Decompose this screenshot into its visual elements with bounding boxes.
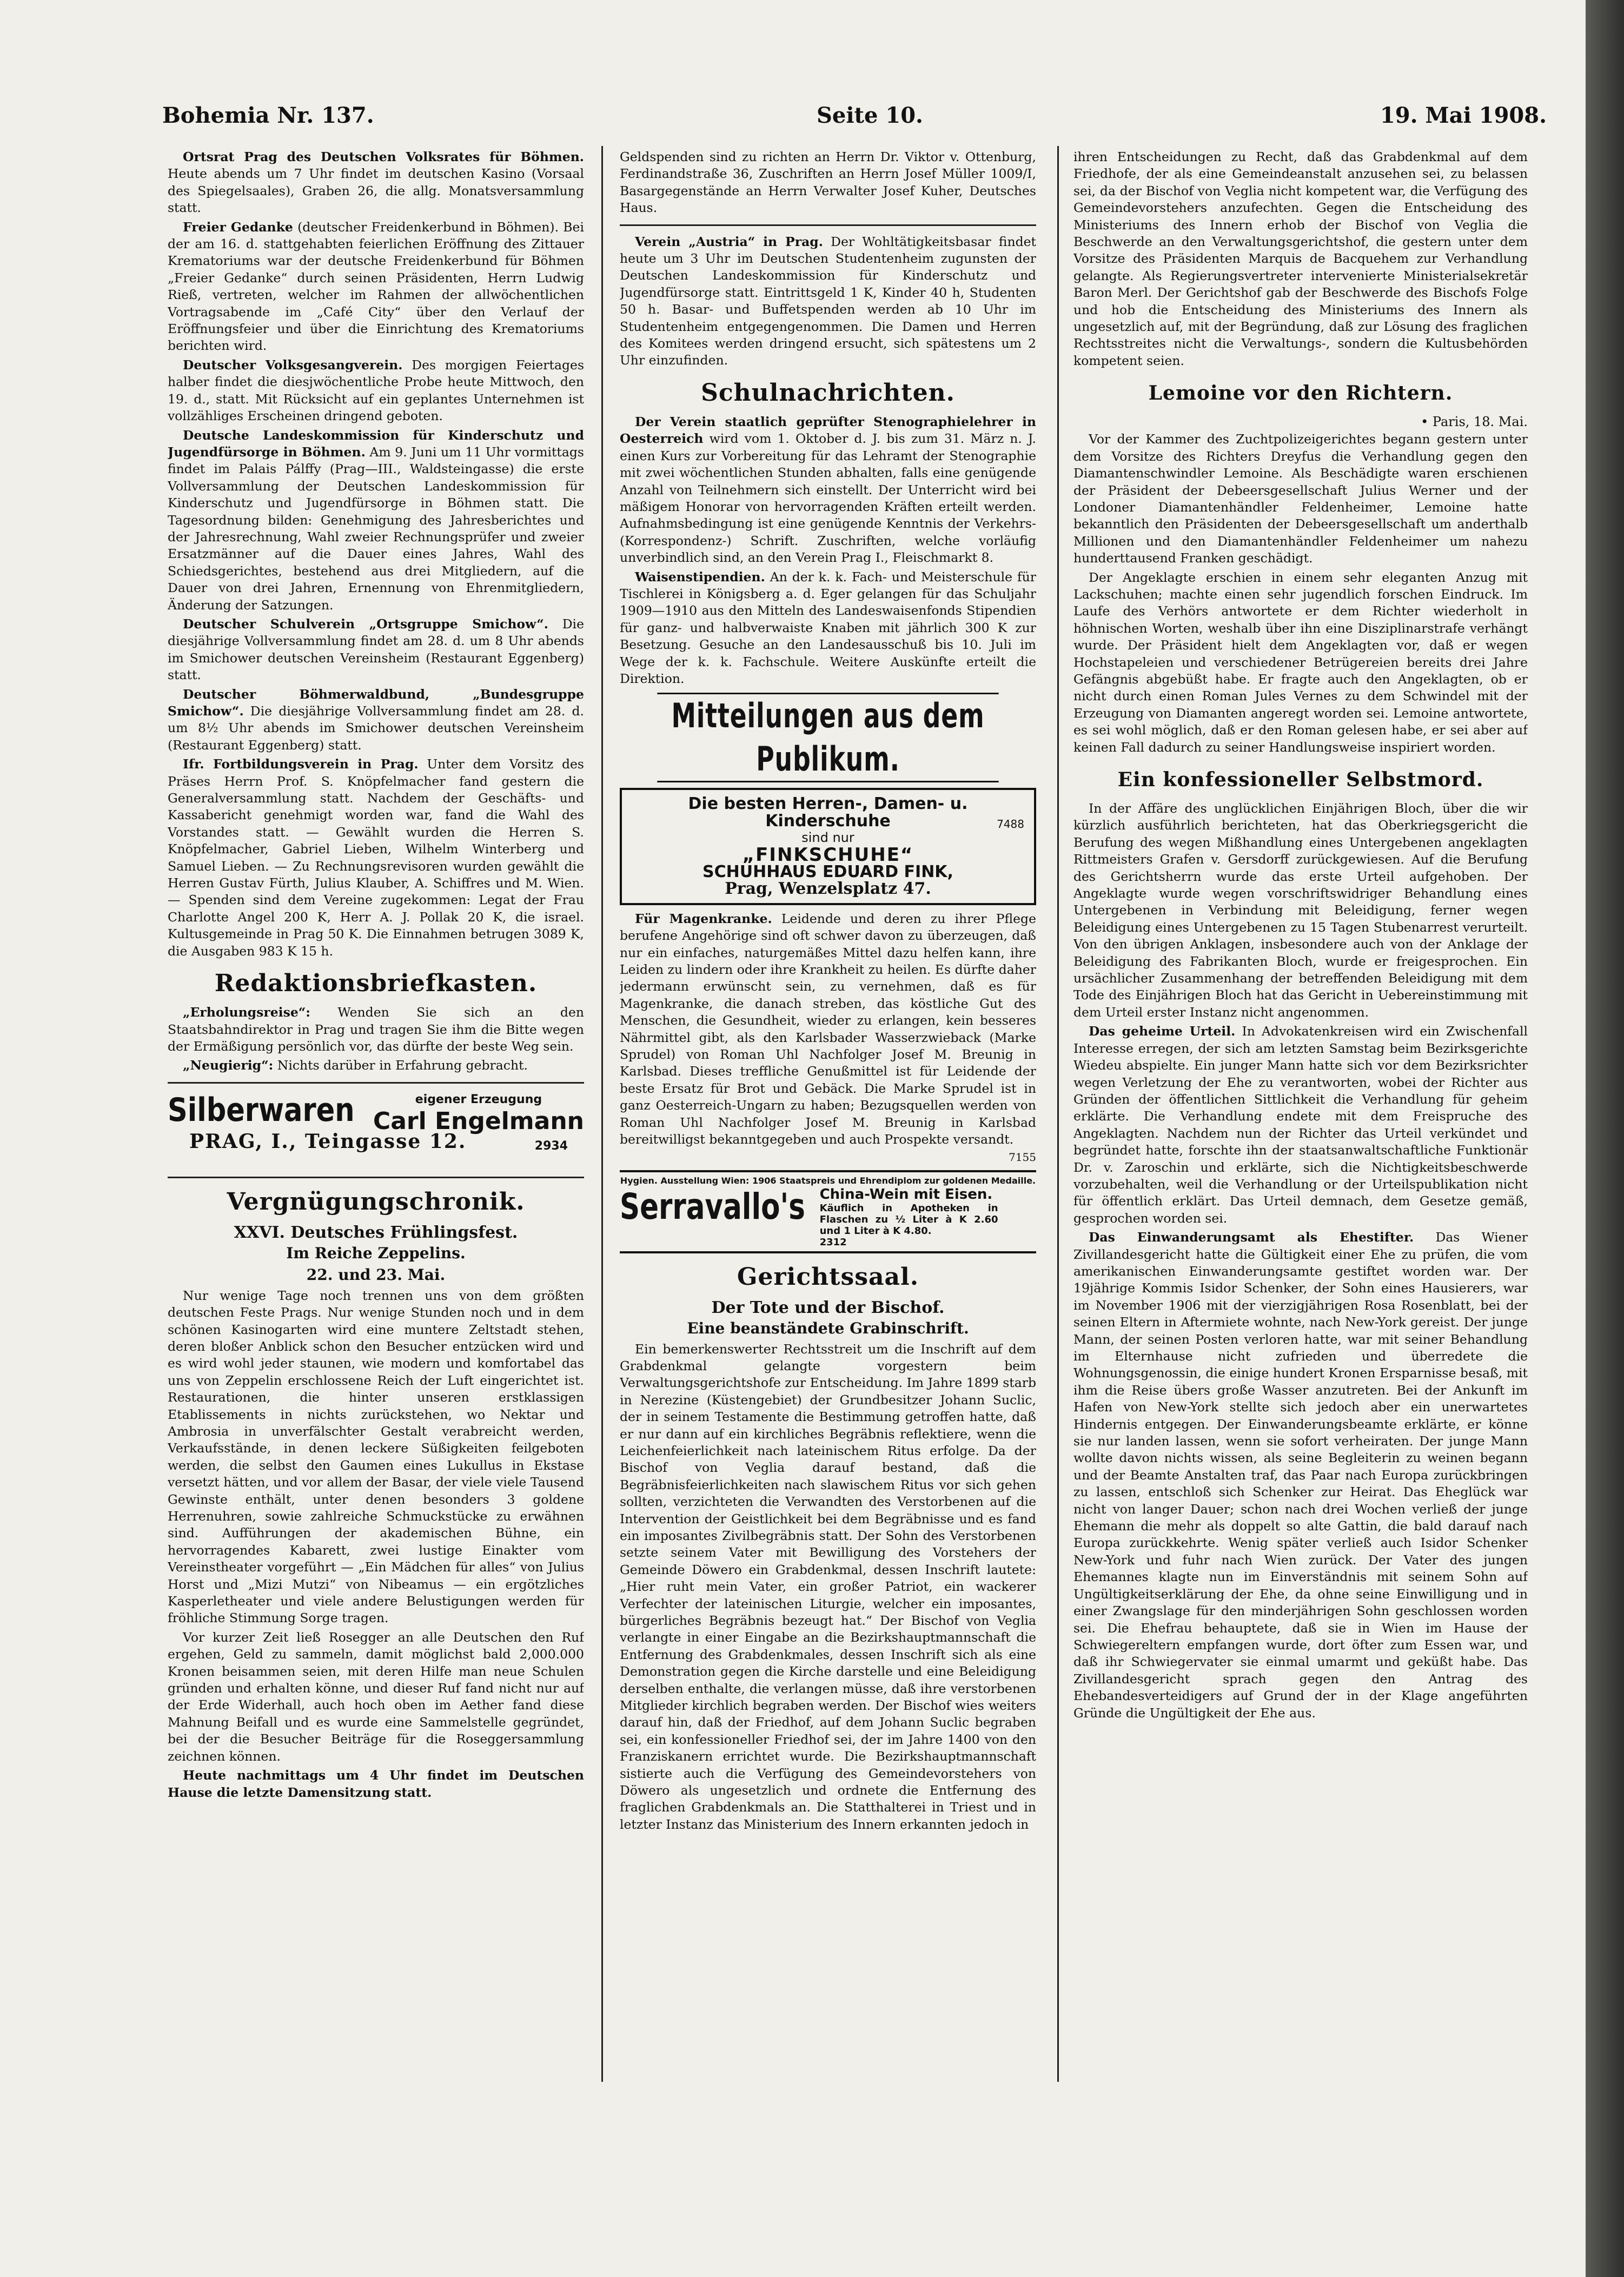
article-freier-gedanke: Freier Gedanke (deutscher Freidenkerbund in Böhmen). Bei der am 16. d. stattgehabten feierlichen Eröffnung des Zittauer Krematoriums war der deutsche Freidenkerbund für Böhmen „Freier Gedanke“ durch seinen Präsidenten, Herrn Ludwig Rieß, vertreten, welcher im Rahmen der allwöchentlichen Vortragsabende im „Café City“ über den Verlauf der Eröffnungsfeier und über die Einrichtung des Krematoriums berichten wird. [168,219,584,354]
article-ortsrat: Ortsrat Prag des Deutschen Volksrates für Böhmen. Heute abends um 7 Uhr findet im deutschen Kasino (Vorsaal des Spiegelsaales), Graben 26, die allg. Monatsversammlung statt. [168,149,584,216]
ad-silver-sub: eigener Erzeugung [415,1092,542,1106]
article-paragraph: Ein bemerkenswerter Rechtsstreit um die Inschrift auf dem Grabdenkmal gelangte vorgestern beim Verwaltungsgerichtshofe zur Entscheidung. Im Jahre 1899 starb in Nerezine (Küstengebiet) der Grundbesitzer Johann Suclic, der in seinem Testamente die Bestimmung getroffen hatte, daß er nur dann auf ein kirchliches Begräbnis reflektiere, wenn die Leichenfeierlichkeit nach lateinischem Ritus erfolge. Da der Bischof von Veglia darauf bestand, daß die Begräbnisfeierlichkeiten nach slawischem Ritus vor sich gehen sollten, verzichteten die Verwandten des Verstorbenen auf die Intervention der Geistlichkeit bei dem Begräbnisse und es fand ein imposantes Zivilbegräbnis statt. Der Sohn des Verstorbenen setzte seinem Vater mit Bewilligung des Vorstehers der Gemeinde Döwero ein Grabdenkmal, dessen Inschrift lautete: „Hier ruht mein Vater, ein großer Patriot, ein wackerer Verfechter der lateinischen Liturgie, welcher ein imposantes, bürgerliches Begräbnis bezeugt hat.“ Der Bischof von Veglia verlangte in einer Eingabe an die Bezirkshauptmannschaft die Entfernung des Grabdenkmales, dessen Inschrift sich als eine Demonstration gegen die Kirche darstelle und eine Beleidigung derselben enthalte, die verlangen müsse, daß ihre verstorbenen Mitglieder kirchlich begraben werden. Der Bischof wies weiters darauf hin, daß der Friedhof, auf dem Johann Suclic begraben sei, ein konfessioneller Friedhof sei, der im Jahre 1400 von den Franziskanern errichtet wurde. Die Bezirkshauptmannschaft sistierte auch die Verfügung des Gemeindevorstehers von Döwero als ungesetzlich und ordnete die Entfernung des fraglichen Grabdenkmals an. Die Statthalterei in Triest und in letzter Instanz das Ministerium des Innern erkannten jedoch in [620,1341,1036,1832]
dateline: • Paris, 18. Mai. [1421,414,1528,430]
page-edge-shadow [1586,0,1624,2277]
article-date: 22. und 23. Mai. [306,1265,446,1284]
ad-silver-title: Silberwaren [168,1091,355,1129]
column-1 [168,149,584,2095]
ad-serr-side [820,1186,998,1248]
ad-fink-address: Prag, Wenzelsplatz 47. [725,879,931,899]
page-header [162,103,1547,135]
ad-silver-name: Carl Engelmann [373,1107,584,1136]
ad-silver-maker [373,1091,584,1135]
article-volksgesangverein: Deutscher Volksgesangverein. Des morgigen Feiertages halber findet die diesjwöchentliche Probe heute Mittwoch, den 19. d., statt. Mit Rücksicht auf ein geplantes Unternehmen ist vollzähliges Erscheinen dringend geboten. [168,357,584,424]
article-boehmerwaldbund: Deutscher Böhmerwaldbund, „Bundesgruppe Smichow“. Die diesjährige Vollversammlung findet am 28. d. um 8½ Uhr abends im Smichower deutschen Vereinsheim (Restaurant Eggenberg) statt. [168,686,584,753]
letterbox-item: „Neugierig“: Nichts darüber in Erfahrung gebracht. [183,1058,528,1073]
article-geheime-urteil: Das geheime Urteil. In Advokatenkreisen wird ein Zwischenfall Interesse erregen, der sich am letzten Samstag beim Bezirksgerichte Wiedeu abspielte. Ein junger Mann hatte sich vor dem Bezirksrichter wegen Verletzung der Ehe zu verantworten, wobei der Richter aus Gründen der öffentlichen Sittlichkeit die Verhandlung für geheim erklärte. Die Verhandlung endete mit dem Freispruche des Angeklagten. Nachdem nun der Richter das Urteil verkündet und begründet hatte, forschte ihn der staatsanwaltschaftliche Funktionär Dr. v. Zaroschin und erklärte, sich die Nichtigkeitsbeschwerde vorzubehalten, weil die Verhandlung or der Urteilspublikation nicht für öffentlich erklärt. Das Urteil demnach, dem Gesetze gemäß, gesprochen worden sei. [1073,1024,1528,1226]
article-landeskommission: Deutsche Landeskommission für Kinderschutz und Jugendfürsorge in Böhmen. Am 9. Juni um 11 Uhr vormittags findet im Palais Pálffy (Prag—III., Waldsteingasse) die erste Vollversammlung der Deutschen Landeskommission für Kinderschutz und Jugendfürsorge in Böhmen statt. Die Tagesordnung bilden: Genehmigung des Jahresberichtes und der Jahresrechnung, Wahl zweier Rechnungsprüfer und zweier Ersatzmänner auf die Dauer eines Jahres, Wahl des Schiedsgerichtes, bestehend aus drei Mitgliedern, auf die Dauer von drei Jahren, Ernennung von Ehrenmitgliedern, Änderung der Satzungen. [168,427,584,613]
column-rule-1 [601,146,603,2082]
ad-number: 7155 [1009,1150,1036,1164]
ad-serr-product: China-Wein mit Eisen. [819,1186,993,1203]
header-issue: Bohemia Nr. 137. [162,103,374,128]
ad-serr-body [620,1186,1036,1248]
article-stenographie: Der Verein staatlich geprüfter Stenographielehrer in Oesterreich wird vom 1. Oktober d. J. bis zum 31. März n. J. einen Kurs zur Vorbereitung für das Lehramt der Stenographie mit zwei wöchentlichen Stunden abhalten, falls eine genügende Anzahl von Teilnehmern sich einstellt. Der Unterricht wird bei mäßigem Honorar von hervorragenden Kräften erteilt werden. Aufnahmsbedingung ist eine genügende Kenntnis der Verkehrs- (Korrespondenz-) Schrift. Zuschriften, welche vorläufig unverbindlich sind, an den Verein Prag I., Fleischmarkt 8. [620,414,1036,566]
section-heading-schul: Schulnachrichten. [701,379,955,407]
ad-fink-line2: sind nur [801,830,854,846]
article-subheading: Eine beanständete Grabinschrift. [687,1319,969,1337]
section-heading-publikum: Mitteilungen aus dem Publikum. [657,693,998,782]
article-paragraph: Vor der Kammer des Zuchtpolizeigerichtes begann gestern unter dem Vorsitze des Richters Dreyfus die Verhandlung gegen den Diamantenschwindler Lemoine. Als Beschädigte waren erschienen der Präsident der Debeersgesellschaft Julius Werner und der Londoner Diamantenhändler Feldenheimer, Lemoine hatte bekanntlich den Präsidenten der Debeersgesellschaft um anderthalb Millionen und den Diamantenhändler Feldenheimer um nahezu hunderttausend Franken geschädigt. [1073,431,1528,566]
ad-serr-price: Käuflich in Apotheken in Flaschen zu ½ Liter à K 2.60 und 1 Liter à K 4.80. [819,1202,998,1237]
article-paragraph: Der Angeklagte erschien in einem sehr eleganten Anzug mit Lackschuhen; machte einen sehr jugendlich forschen Eindruck. Im Laufe des Verhörs antwortete er dem Richter wiederholt in höhnischen Worten, weshalb über ihn eine Disziplinarstrafe verhängt wurde. Der Präsident hielt dem Angeklagten vor, daß er wegen Hochstapeleien und verschiedener Betrügereien bereits drei Jahre Gefängnis abgebüßt habe. Er fragte auch den Angeklagten, ob er nicht durch einen Roman Jules Vernes zu dem Schwindel mit der Erzeugung von Diamanten angeregt worden sei. Lemoine antwortete, es sei wohl möglich, daß er den Roman gelesen habe, er sei aber auf keinen Fall dadurch zu seiner Handlungsweise inspiriert worden. [1073,569,1528,755]
article-heading: Der Tote und der Bischof. [711,1298,945,1317]
column-rule-2 [1057,146,1059,2082]
ad-fink-line1: Die besten Herren-, Damen- u. Kinderschuhe [688,794,968,831]
header-page-number: Seite 10. [817,103,923,128]
article-paragraph: ihren Entscheidungen zu Recht, daß das Grabdenkmal auf dem Friedhofe, der als eine Gemeindeanstalt anzusehen sei, zu belassen sei, da der Bischof von Veglia nicht kompetent war, die Verfügung des Gemeindevorstehers anzufechten. Gegen die Entscheidung des Ministeriums des Innern erhob der Bischof von Veglia die Beschwerde an den Verwaltungsgerichtshof, die gestern unter dem Vorsitze des Präsidenten Marquis de Bacquehem zur Verhandlung gelangte. Als Regierungsvertreter intervenierte Ministerialsekretär Baron Merl. Der Gerichtshof gab der Beschwerde des Bischofs Folge und hob die Entscheidung des Ministeriums des Innern als ungesetzlich auf, mit der Begründung, daß zur Lösung des fraglichen Rechtsstreites nicht die Verwaltungs-, sondern die Kultusbehörden kompetent seien. [1073,149,1528,368]
ad-fink-number: 7488 [997,818,1024,831]
header-date: 19. Mai 1908. [1380,103,1547,128]
column-3 [1073,149,1528,2041]
article-schulverein: Deutscher Schulverein „Ortsgruppe Smichow“. Die diesjährige Vollversammlung findet am 28. d. um 8 Uhr abends im Smichower deutschen Vereinsheim (Restaurant Eggenberg) statt. [168,616,584,683]
ad-serr-brand: Serravallo's [620,1185,805,1227]
divider [168,1177,584,1178]
article-heading: XXVI. Deutsches Frühlingsfest. [234,1223,518,1242]
article-paragraph: Heute nachmittags um 4 Uhr findet im Deutschen Hause die letzte Damensitzung statt. [168,1768,584,1800]
ad-silver-number: 2934 [534,1139,568,1153]
advertisement-silberwaren [168,1091,584,1167]
section-heading-redaktion: Redaktionsbriefkasten. [214,970,538,998]
article-waisenstipendien: Waisenstipendien. An der k. k. Fach- und Meisterschule für Tischlerei in Königsberg a. d. Eger gelangen für das Schuljahr 1909—1910 aus den Mitteln des Landeswaisenfonds Stipendien für ganz- und halbverwaiste Knaben mit jährlich 300 K zur Besetzung. Gesuche an den Landesausschuß bis 10. Juli im Wege der k. k. Fachschule. Weitere Auskünfte erteilt die Direktion. [620,569,1036,686]
section-heading-vergnuegung: Vergnügungschronik. [227,1187,525,1216]
article-subheading: Im Reiche Zeppelins. [286,1244,466,1262]
letterbox-item: „Erholungsreise“: Wenden Sie sich an den Staatsbahndirektor in Prag und tragen Sie ihm die Bitte wegen der Ermäßigung persönlich vor, das dürfte der beste Weg sein. [168,1005,584,1054]
advertisement-serravallo [620,1170,1036,1253]
article-paragraph: In der Affäre des unglücklichen Einjährigen Bloch, über die wir kürzlich ausführlich berichteten, hat das Oberkriegsgericht die Berufung des wegen Mißhandlung eines Untergebenen angeklagten Rittmeisters Grafen v. Gersdorff zurückgewiesen. Auf die Berufung des Gerichtsherrn wurde das erste Urteil aufgehoben. Der Angeklagte wurde wegen vorschriftswidriger Behandlung eines Untergebenen in Verbindung mit Beleidigung, ferner wegen Beleidigung eines Untergebenen zu 15 Tagen Stubenarrest verurteilt. Von den übrigen Anklagen, insbesondere auch von der Anklage der Beleidigung des Fabrikanten Bloch, wurde er freigesprochen. Ein ursächlicher Zusammenhang der betreffenden Beleidigung mit dem Tode des Einjährigen Bloch hat das Gericht in Uebereinstimmung mit dem Urteil erster Instanz nicht angenommen. [1073,801,1528,1020]
article-fortbildungsverein: Ifr. Fortbildungsverein in Prag. Unter dem Vorsitz des Präses Herrn Prof. S. Knöpfelmacher fand gestern die Generalversammlung statt. Nachdem der Geschäfts- und Kassabericht genehmigt worden war, fand die Wahl des Vorstandes statt. — Gewählt wurden die Herren S. Knöpfelmacher, Gabriel Lieben, Wilhelm Winterberg und Samuel Lieben. — Zu Rechnungsrevisoren wurden gewählt die Herren Gustav Fürth, Julius Klauber, A. Schiffres und M. Wien. — Spenden sind dem Vereine zugekommen: Legat der Frau Charlotte Angel 200 K, Herr A. J. Pollak 20 K, die israel. Kultusgemeinde in Prag 50 K. Die Einnahmen betrugen 3089 K, die Ausgaben 983 K 15 h. [168,756,584,959]
ad-silver-address: PRAG, I., Teingasse 12. [189,1130,467,1153]
ad-fink-brand: „FINKSCHUHE“ [742,844,914,866]
article-paragraph: Nur wenige Tage noch trennen uns von dem größten deutschen Feste Prags. Nur wenige Stunden noch und in dem schönen Kasinogarten wird eine muntere Zeltstadt stehen, deren bloßer Anblick schon den Besucher entzücken wird und es wird wohl jeder staunen, wie modern und komfortabel das uns von Zeppelin erschlossene Reich der Luft eingerichtet ist. Restaurationen, die hinter unseren erstklassigen Etablissements in nichts zurückstehen, wo Nektar und Ambrosia in unverfälschter Gestalt verabreicht werden, Verkaufsstände, in denen leckere Süßigkeiten feilgeboten werden, die selbst den Gaumen eines Lukullus in Ekstase versetzt hätten, und vor allem der Basar, der viele viele Tausend Gewinste enthält, unter denen besonders 3 goldene Herrenuhren, sowie zahlreiche Schmuckstücke zu erwähnen sind. Aufführungen der akademischen Bühne, ein hervorragendes Kabarett, zwei lustige Einakter vom Vereinstheater vorgeführt — „Ein Mädchen für alles“ von Julius Horst und „Mizi Mutzi“ von Nibeamus — ein ergötzliches Kasperletheater und viele andere Belustigungen werden für fröhliche Stimmung Sorge tragen. [168,1287,584,1626]
article-einwanderungsamt: Das Einwanderungsamt als Ehestifter. Das Wiener Zivillandesgericht hatte die Gültigkeit einer Ehe zu prüfen, die vom amerikanischen Einwanderungsamte gestiftet worden war. Der 19jährige Kommis Isidor Schenker, der Sohn eines Hausierers, war im November 1906 mit der vierzigjährigen Rosa Rosenblatt, bei der seinen Eltern in Aftermiete wohnte, nach New-York gereist. Der junge Mann, der seinen Posten verloren hatte, war mit seiner Behandlung im Elternhause nicht zufrieden und überredete die Wohnungsgenossin, die einige hundert Kronen Ersparnisse besaß, mit ihm die Reise übers große Wasser anzutreten. Bei der Ankunft im Hafen von New-York stellte sich jedoch aber ein unerwartetes Hindernis entgegen. Der Einwanderungsbeamte erklärte, er könne sie nur landen lassen, wenn sie sofort verheiraten. Der junge Mann wollte davon nichts wissen, als seine Begleiterin zu weinen begann und der Beamte Anstalten traf, das Paar nach Europa zurückbringen zu lassen, entschloß sich Schenker zur Heirat. Das Eheglück war nicht von langer Dauer; schon nach drei Wochen verließ der junge Ehemann die mehr als doppelt so alte Gattin, die bald darauf nach Europa zurückkehrte. Wenig später verließ auch Isidor Schenker New-York und fuhr nach Wien zurück. Der Vater des jungen Ehemannes klagte nun im Einverständnis mit seinem Sohn auf Ungültigkeitserklärung der Ehe, da ohne seine Einwilligung und in einer Zwangslage für den minderjährigen Sohn geschlossen worden sei. Die Ehefrau behauptete, daß sie in Wien im Hause der Schwiegereltern empfangen wurde, dort öfter zum Essen war, und daß ihr Schwiegervater sie einmal umarmt und geküßt habe. Das Zivillandesgericht sprach gegen den Antrag des Ehebandesverteidigers auf Grund der in der Klage angeführten Gründe die Ungültigkeit der Ehe aus. [1073,1230,1528,1721]
ad-serr-number: 2312 [819,1236,847,1248]
divider [620,224,1036,226]
article-heading-lemoine: Lemoine vor den Richtern. [1148,382,1453,405]
ad-serr-award: Hygien. Ausstellung Wien: 1906 Staatspreis und Ehrendiplom zur goldenen Medaille. [620,1175,1036,1186]
section-heading-gericht: Gerichtssaal. [737,1263,919,1291]
article-austria: Verein „Austria“ in Prag. Der Wohltätigkeitsbasar findet heute um 3 Uhr im Deutschen Studentenheim zugunsten der Deutschen Landeskommission für Kinderschutz und Jugendfürsorge statt. Eintrittsgeld 1 K, Kinder 40 h, Studenten 50 h. Basar- und Buffetspenden werden ab 10 Uhr im Studentenheim entgegengenommen. Die Damen und Herren des Komitees werden dringend ersucht, sich spätestens um 2 Uhr einzufinden. [620,234,1036,368]
advertisement-finkschuhe [620,788,1036,905]
divider [168,1082,584,1084]
article-heading-selbstmord: Ein konfessioneller Selbstmord. [1117,768,1484,791]
article-paragraph: Geldspenden sind zu richten an Herrn Dr. Viktor v. Ottenburg, Ferdinandstraße 36, Zuschriften an Herrn Josef Müller 1009/I, Basargegenstände an Herrn Verwalter Josef Kuher, Deutsches Haus. [620,149,1036,216]
ad-fink-store: SCHUHHAUS EDUARD FINK, [702,862,953,881]
article-paragraph: Vor kurzer Zeit ließ Rosegger an alle Deutschen den Ruf ergehen, Geld zu sammeln, damit möglichst bald 2,000.000 Kronen beisammen seien, mit deren Hilfe man neue Schulen gründen und erhalten könne, und dieser Ruf fand nicht nur auf der Erde Widerhall, auch hoch oben im Aether fand diese Mahnung Beifall und es wurde eine Sammelstelle gegründet, bei der die Besucher Beiträge für die Roseggersammlung zeichnen können. [168,1629,584,1764]
article-magenkranke: Für Magenkranke. Leidende und deren zu ihrer Pflege berufene Angehörige sind oft schwer davon zu überzeugen, daß nur ein einfaches, naturgemäßes Mittel dazu helfen kann, ihre Leiden zu lindern oder ihre Krankheit zu heilen. Es dürfte daher jedermann erwünscht sein, zu vernehmen, daß es für Magenkranke, die danach streben, das köstliche Gut des Menschen, die Gesundheit, wieder zu erlangen, kein besseres Nährmittel gibt, als den Karlsbader Wasserzwieback (Marke Sprudel) von Roman Uhl Nachfolger Josef M. Breunig in Karlsbad. Dieses treffliche Genußmittel ist für Leidende der beste Ersatz für Brot und Gebäck. Die Marke Sprudel ist in ganz Oesterreich-Ungarn zu haben; Bezugsquellen werden von Roman Uhl Nachfolger Josef M. Breunig in Karlsbad bereitwilligst bekanntgegeben und auch Prospekte versandt. [620,911,1036,1147]
column-2 [620,149,1036,2095]
